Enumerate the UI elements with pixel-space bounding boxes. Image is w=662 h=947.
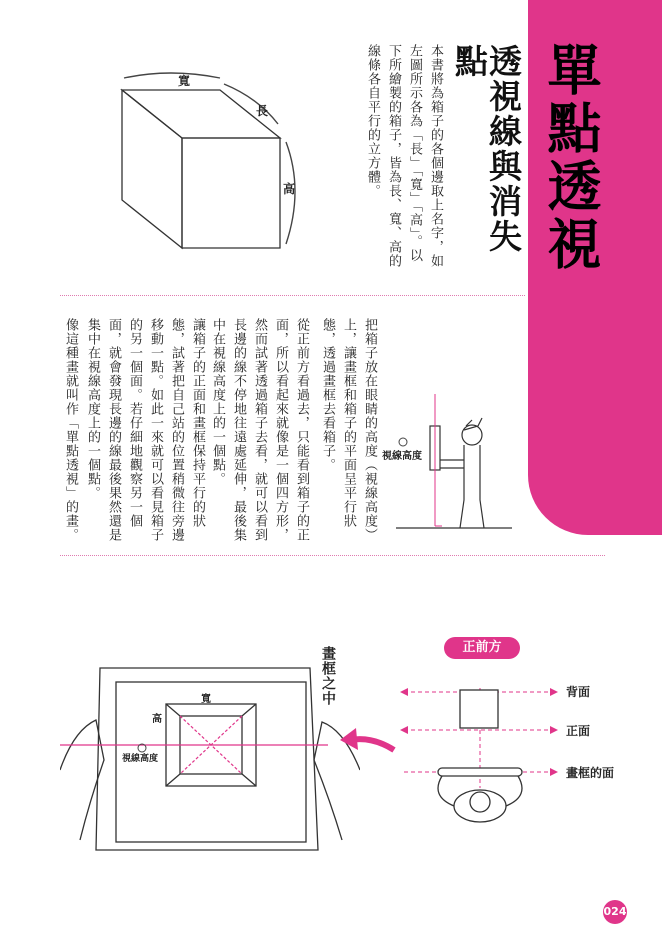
body-paragraph-3: 讓箱子的正面和畫框保持平行的狀態，試著把自己站的位置稍微往旁邊移動一點。如此一來就可以看見箱子的另一個面。若仔細地觀察另一個面，就會發現長邊的線最後果然還是集中在視線高度上的一個點。 [85,318,205,542]
chapter-title: 單點透視 [539,42,602,274]
frame-height-label: 高 [152,714,162,725]
cube-diagram [100,60,300,260]
person-eye-height-label: 視線高度 [382,451,422,462]
cube-height-label: 高 [283,182,296,196]
frame-width-label: 寬 [201,694,211,705]
frame-interior-label: 畫框之中 [320,646,336,706]
top-view-diagram [400,668,570,838]
person-with-box-diagram [392,390,522,535]
cube-length-label: 長 [256,104,269,118]
page-number: 024 [603,900,627,924]
divider-top [60,295,525,296]
section-title: 透視線與消失點 [450,44,523,254]
cube-width-label: 寬 [178,74,191,88]
front-view-badge: 正前方 [444,637,520,659]
frame-eye-height-label: 視線高度 [122,754,159,764]
body-paragraph-1: 把箱子放在眼睛的高度（視線高度）上，讓畫框和箱子的平面呈平行狀態，透過畫框去看箱子。 [320,318,377,542]
divider-bottom [60,555,605,556]
intro-paragraph: 本書將為箱子的各個邊取上名字，如左圖所示各為「長」「寬」「高」。以下所繪製的箱子，皆為長、寬、高的線條各自平行的立方體。 [365,44,443,268]
pink-arrow-icon [336,720,396,760]
body-paragraph-2: 從正前方看過去，只能看到箱子的正面，所以看起來就像是一個四方形，然而試著透過箱子去看，就可以看到長邊的線不停地往遠處延伸，最後集中在視線高度上的一個點。 [210,318,309,542]
frame-face-label: 畫框的面 [566,766,615,780]
picture-frame-diagram [60,650,360,860]
back-face-label: 背面 [566,685,591,699]
front-face-label: 正面 [566,724,591,738]
body-paragraph-4: 像這種畫就叫作「單點透視」的畫。 [63,318,78,542]
